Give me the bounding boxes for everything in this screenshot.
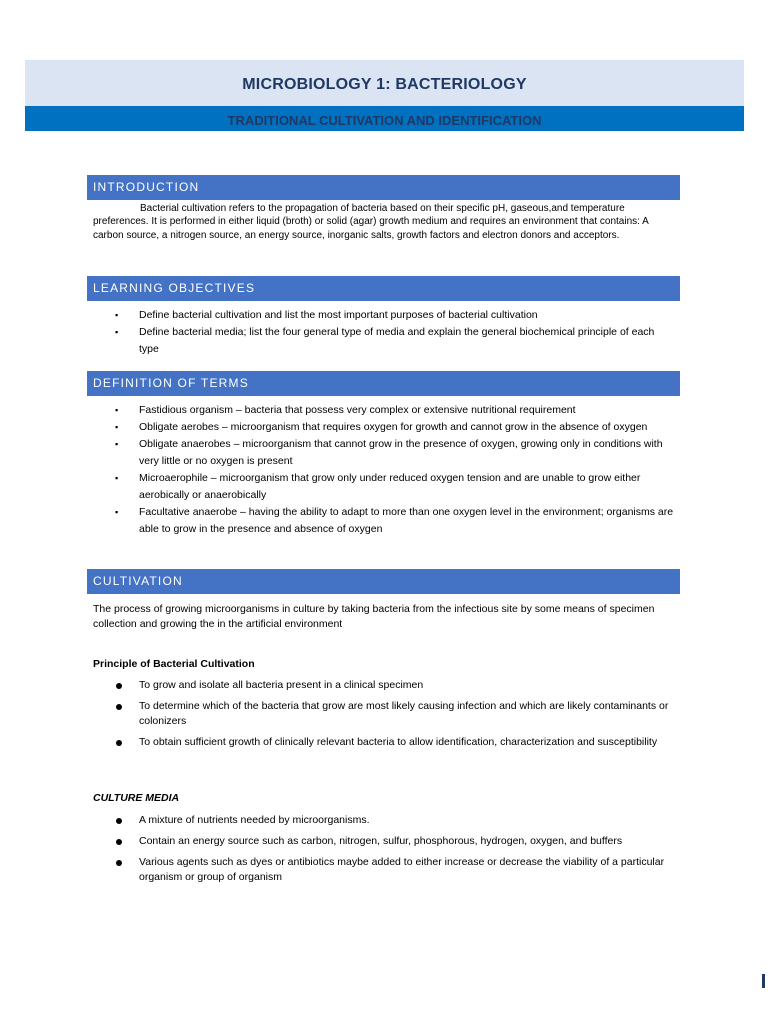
page-edge-marker xyxy=(762,974,765,988)
culture-media-list xyxy=(93,813,675,891)
list-item: ▪ Define bacterial media; list the four general type of media and explain the general biochemical principle of each type xyxy=(115,326,655,355)
list-item: ▪ Obligate aerobes – microorganism that requires oxygen for growth and cannot grow in the absence of oxygen xyxy=(93,419,675,436)
bullet-icon xyxy=(116,839,122,845)
section-heading-cultivation: CULTIVATION xyxy=(87,569,680,594)
bullet-icon: ▪ xyxy=(115,405,119,415)
list-item: ▪ Obligate anaerobes – microorganism that cannot grow in the presence of oxygen, growing only in conditions with very little or no oxygen is present xyxy=(115,438,663,467)
list-item: ▪ Facultative anaerobe – having the ability to adapt to more than one oxygen level in the environment; organisms are able to grow in the presence and absence of oxygen xyxy=(115,506,674,535)
list-item: Various agents such as dyes or antibiotics maybe added to either increase or decrease the viability of a particular organism or group of organism xyxy=(93,855,675,885)
section-heading-introduction: INTRODUCTION xyxy=(87,175,680,200)
list-item: To determine which of the bacteria that grow are most likely causing infection and which are likely contaminants or colonizers xyxy=(93,699,675,729)
bullet-icon xyxy=(116,683,122,689)
introduction-text: Bacterial cultivation refers to the propagation of bacteria based on their specific pH, gaseous,and temperature preferences. It is performed in either liquid (broth) or solid (agar) growth medium and requires an environment that contains: A carbon source, a nitrogen source, an energy source, inorganic salts, growth factors and electron donors and acceptors. xyxy=(93,203,649,241)
cultivation-text: The process of growing microorganisms in culture by taking bacteria from the infectious site by some means of specimen collection and growing the in the artificial environment xyxy=(93,603,655,630)
list-item: ▪ Microaerophile – microorganism that grow only under reduced oxygen tension and are unable to grow either aerobically or anaerobically xyxy=(115,472,641,501)
bullet-icon xyxy=(116,704,122,710)
list-item: To grow and isolate all bacteria present in a clinical specimen xyxy=(93,678,675,693)
bullet-icon: ▪ xyxy=(115,422,119,432)
bullet-icon: ▪ xyxy=(115,310,119,320)
bullet-icon: ▪ xyxy=(115,439,119,449)
list-item: ▪ Define bacterial cultivation and list the most important purposes of bacterial cultivation xyxy=(93,307,675,324)
document-title: MICROBIOLOGY 1: BACTERIOLOGY xyxy=(242,76,527,93)
bullet-icon xyxy=(116,818,122,824)
title-banner xyxy=(25,60,744,106)
list-item: Contain an energy source such as carbon, nitrogen, sulfur, phosphorous, hydrogen, oxygen, and buffers xyxy=(93,834,675,849)
bullet-icon: ▪ xyxy=(115,507,119,517)
bullet-icon xyxy=(116,860,122,866)
principle-heading: Principle of Bacterial Cultivation xyxy=(93,658,255,670)
list-item: To obtain sufficient growth of clinically relevant bacteria to allow identification, characterization and susceptibility xyxy=(93,735,675,750)
bullet-icon xyxy=(116,740,122,746)
list-item: A mixture of nutrients needed by microorganisms. xyxy=(93,813,675,828)
subtitle-banner xyxy=(25,106,744,131)
objectives-list xyxy=(93,307,675,358)
section-heading-definitions: DEFINITION OF TERMS xyxy=(87,371,680,396)
definitions-list xyxy=(93,402,675,538)
list-item: ▪ Fastidious organism – bacteria that possess very complex or extensive nutritional requirement xyxy=(93,402,675,419)
document-subtitle: TRADITIONAL CULTIVATION AND IDENTIFICATION xyxy=(227,113,542,128)
section-heading-objectives: LEARNING OBJECTIVES xyxy=(87,276,680,301)
culture-media-heading: CULTURE MEDIA xyxy=(93,792,180,804)
principles-list xyxy=(93,678,675,756)
bullet-icon: ▪ xyxy=(115,473,119,483)
bullet-icon: ▪ xyxy=(115,327,119,337)
